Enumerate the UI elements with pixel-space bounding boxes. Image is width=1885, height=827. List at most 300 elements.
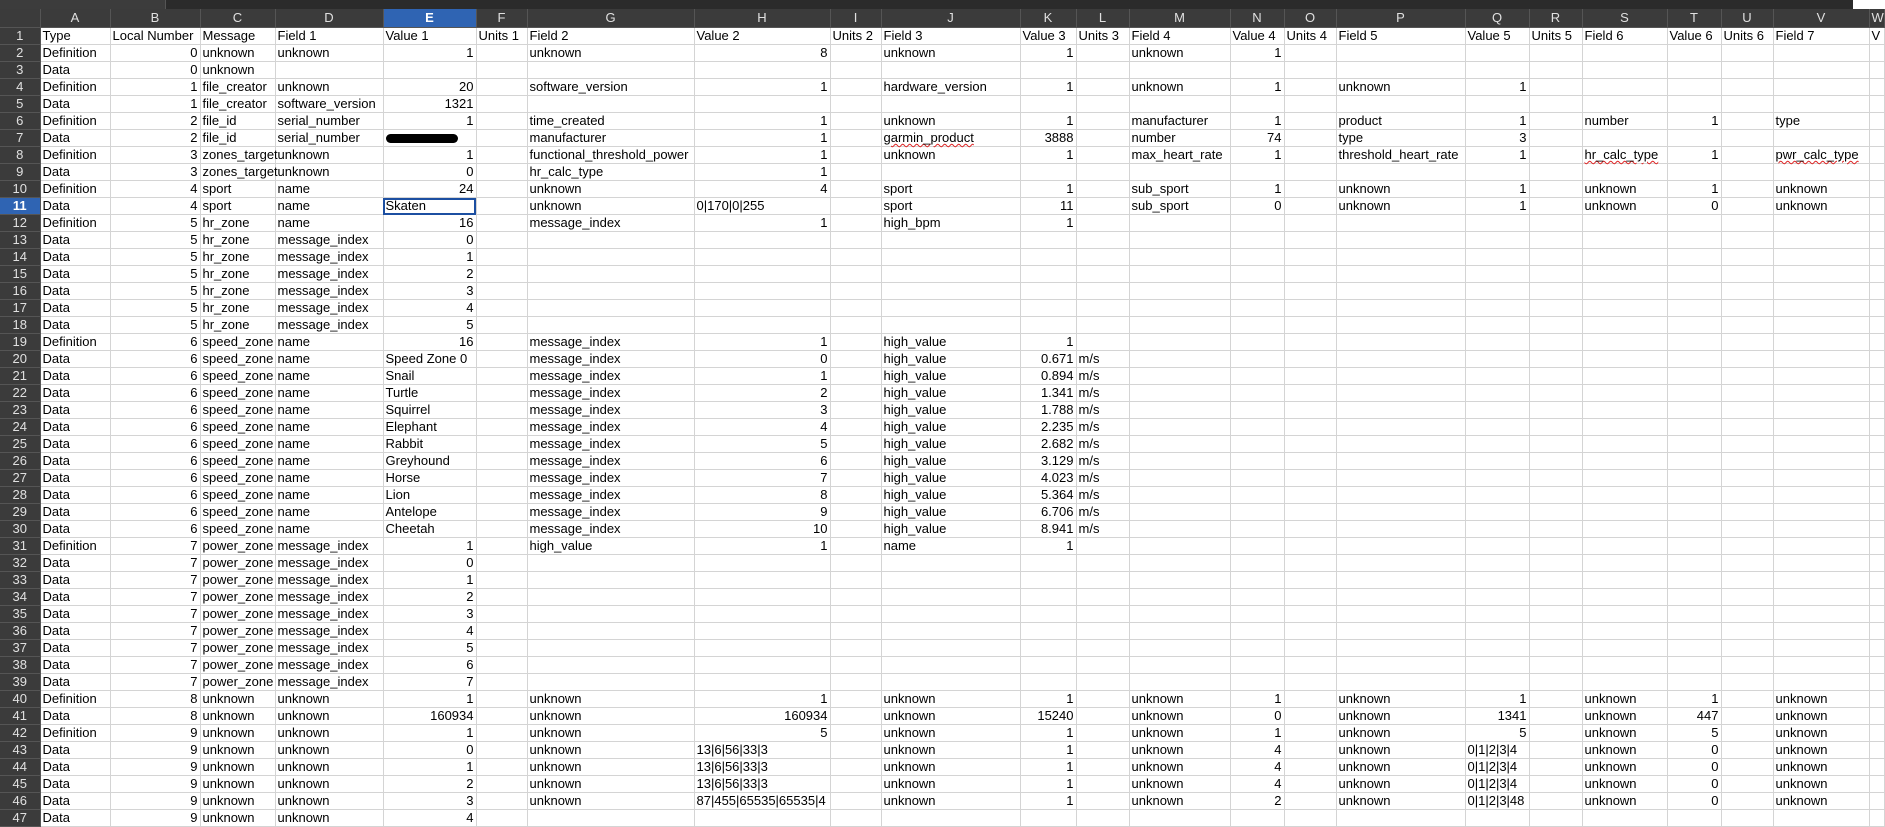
- column-header-h[interactable]: H: [694, 9, 830, 28]
- cell-f37[interactable]: [476, 640, 527, 657]
- cell-s7[interactable]: [1582, 130, 1667, 147]
- cell-n28[interactable]: [1230, 487, 1284, 504]
- cell-h18[interactable]: [694, 317, 830, 334]
- cell-b47[interactable]: 9: [110, 810, 200, 827]
- cell-t36[interactable]: [1667, 623, 1721, 640]
- cell-g16[interactable]: [527, 283, 694, 300]
- cell-d35[interactable]: message_index: [275, 606, 383, 623]
- cell-f44[interactable]: [476, 759, 527, 776]
- cell-f18[interactable]: [476, 317, 527, 334]
- cell-s29[interactable]: [1582, 504, 1667, 521]
- cell-m42[interactable]: unknown: [1129, 725, 1230, 742]
- cell-t9[interactable]: [1667, 164, 1721, 181]
- cell-d36[interactable]: message_index: [275, 623, 383, 640]
- cell-n13[interactable]: [1230, 232, 1284, 249]
- cell-i28[interactable]: [830, 487, 881, 504]
- cell-c18[interactable]: hr_zone: [200, 317, 275, 334]
- cell-u31[interactable]: [1721, 538, 1773, 555]
- cell-f23[interactable]: [476, 402, 527, 419]
- cell-m20[interactable]: [1129, 351, 1230, 368]
- cell-d13[interactable]: message_index: [275, 232, 383, 249]
- cell-q29[interactable]: [1465, 504, 1529, 521]
- row-header[interactable]: 29: [0, 504, 40, 521]
- cell-l36[interactable]: [1076, 623, 1129, 640]
- cell-d34[interactable]: message_index: [275, 589, 383, 606]
- cell-g34[interactable]: [527, 589, 694, 606]
- cell-h43[interactable]: 13|6|56|33|3: [694, 742, 830, 759]
- cell-e7[interactable]: [383, 130, 476, 147]
- cell-g30[interactable]: message_index: [527, 521, 694, 538]
- cell-g32[interactable]: [527, 555, 694, 572]
- cell-f27[interactable]: [476, 470, 527, 487]
- cell-k46[interactable]: 1: [1020, 793, 1076, 810]
- cell-j28[interactable]: high_value: [881, 487, 1020, 504]
- cell-r27[interactable]: [1529, 470, 1582, 487]
- cell-l9[interactable]: [1076, 164, 1129, 181]
- cell-c44[interactable]: unknown: [200, 759, 275, 776]
- cell-q40[interactable]: 1: [1465, 691, 1529, 708]
- cell-b17[interactable]: 5: [110, 300, 200, 317]
- cell-t38[interactable]: [1667, 657, 1721, 674]
- cell-b27[interactable]: 6: [110, 470, 200, 487]
- cell-p30[interactable]: [1336, 521, 1465, 538]
- cell-o29[interactable]: [1284, 504, 1336, 521]
- cell-c8[interactable]: zones_target: [200, 147, 275, 164]
- cell-p2[interactable]: [1336, 45, 1465, 62]
- cell-a14[interactable]: Data: [40, 249, 110, 266]
- cell-n3[interactable]: [1230, 62, 1284, 79]
- cell-k44[interactable]: 1: [1020, 759, 1076, 776]
- cell-w43[interactable]: [1869, 742, 1884, 759]
- cell-r28[interactable]: [1529, 487, 1582, 504]
- cell-c19[interactable]: speed_zone: [200, 334, 275, 351]
- cell-i45[interactable]: [830, 776, 881, 793]
- cell-j3[interactable]: [881, 62, 1020, 79]
- cell-r16[interactable]: [1529, 283, 1582, 300]
- cell-g40[interactable]: unknown: [527, 691, 694, 708]
- cell-w9[interactable]: [1869, 164, 1884, 181]
- cell-c23[interactable]: speed_zone: [200, 402, 275, 419]
- row-header[interactable]: 36: [0, 623, 40, 640]
- cell-t14[interactable]: [1667, 249, 1721, 266]
- cell-j19[interactable]: high_value: [881, 334, 1020, 351]
- cell-o12[interactable]: [1284, 215, 1336, 232]
- cell-u45[interactable]: [1721, 776, 1773, 793]
- cell-i41[interactable]: [830, 708, 881, 725]
- cell-q43[interactable]: 0|1|2|3|4: [1465, 742, 1529, 759]
- cell-i36[interactable]: [830, 623, 881, 640]
- cell-v4[interactable]: [1773, 79, 1869, 96]
- cell-j39[interactable]: [881, 674, 1020, 691]
- cell-q13[interactable]: [1465, 232, 1529, 249]
- cell-s3[interactable]: [1582, 62, 1667, 79]
- cell-l25[interactable]: m/s: [1076, 436, 1129, 453]
- cell-d12[interactable]: name: [275, 215, 383, 232]
- cell-f13[interactable]: [476, 232, 527, 249]
- cell-w21[interactable]: [1869, 368, 1884, 385]
- cell-o23[interactable]: [1284, 402, 1336, 419]
- cell-m27[interactable]: [1129, 470, 1230, 487]
- cell-r18[interactable]: [1529, 317, 1582, 334]
- cell-w3[interactable]: [1869, 62, 1884, 79]
- cell-e45[interactable]: 2: [383, 776, 476, 793]
- cell-h34[interactable]: [694, 589, 830, 606]
- cell-c45[interactable]: unknown: [200, 776, 275, 793]
- cell-v47[interactable]: [1773, 810, 1869, 827]
- cell-o4[interactable]: [1284, 79, 1336, 96]
- row-header[interactable]: 44: [0, 759, 40, 776]
- cell-t3[interactable]: [1667, 62, 1721, 79]
- cell-j22[interactable]: high_value: [881, 385, 1020, 402]
- cell-g42[interactable]: unknown: [527, 725, 694, 742]
- cell-h11[interactable]: 0|170|0|255: [694, 198, 830, 215]
- cell-m36[interactable]: [1129, 623, 1230, 640]
- cell-q22[interactable]: [1465, 385, 1529, 402]
- cell-m33[interactable]: [1129, 572, 1230, 589]
- cell-t46[interactable]: 0: [1667, 793, 1721, 810]
- cell-t12[interactable]: [1667, 215, 1721, 232]
- cell-g5[interactable]: [527, 96, 694, 113]
- cell-s36[interactable]: [1582, 623, 1667, 640]
- cell-d7[interactable]: serial_number: [275, 130, 383, 147]
- cell-q18[interactable]: [1465, 317, 1529, 334]
- cell-v40[interactable]: unknown: [1773, 691, 1869, 708]
- cell-q26[interactable]: [1465, 453, 1529, 470]
- cell-e22[interactable]: Turtle: [383, 385, 476, 402]
- cell-c41[interactable]: unknown: [200, 708, 275, 725]
- cell-q25[interactable]: [1465, 436, 1529, 453]
- cell-b2[interactable]: 0: [110, 45, 200, 62]
- cell-i40[interactable]: [830, 691, 881, 708]
- cell-v11[interactable]: unknown: [1773, 198, 1869, 215]
- cell-h17[interactable]: [694, 300, 830, 317]
- spreadsheet-grid[interactable]: [0, 9, 1885, 827]
- cell-o38[interactable]: [1284, 657, 1336, 674]
- cell-q33[interactable]: [1465, 572, 1529, 589]
- cell-i26[interactable]: [830, 453, 881, 470]
- cell-g39[interactable]: [527, 674, 694, 691]
- cell-f47[interactable]: [476, 810, 527, 827]
- cell-v21[interactable]: [1773, 368, 1869, 385]
- cell-h28[interactable]: 8: [694, 487, 830, 504]
- cell-j8[interactable]: unknown: [881, 147, 1020, 164]
- cell-l46[interactable]: [1076, 793, 1129, 810]
- cell-d11[interactable]: name: [275, 198, 383, 215]
- column-header-n[interactable]: N: [1230, 9, 1284, 28]
- cell-p21[interactable]: [1336, 368, 1465, 385]
- cell-j5[interactable]: [881, 96, 1020, 113]
- cell-b25[interactable]: 6: [110, 436, 200, 453]
- cell-r46[interactable]: [1529, 793, 1582, 810]
- cell-u27[interactable]: [1721, 470, 1773, 487]
- cell-s32[interactable]: [1582, 555, 1667, 572]
- cell-u38[interactable]: [1721, 657, 1773, 674]
- cell-v36[interactable]: [1773, 623, 1869, 640]
- cell-e43[interactable]: 0: [383, 742, 476, 759]
- cell-m46[interactable]: unknown: [1129, 793, 1230, 810]
- cell-d18[interactable]: message_index: [275, 317, 383, 334]
- cell-o32[interactable]: [1284, 555, 1336, 572]
- cell-e41[interactable]: 160934: [383, 708, 476, 725]
- cell-q39[interactable]: [1465, 674, 1529, 691]
- cell-q45[interactable]: 0|1|2|3|4: [1465, 776, 1529, 793]
- cell-p4[interactable]: unknown: [1336, 79, 1465, 96]
- cell-k35[interactable]: [1020, 606, 1076, 623]
- cell-u19[interactable]: [1721, 334, 1773, 351]
- row-header[interactable]: 4: [0, 79, 40, 96]
- cell-u7[interactable]: [1721, 130, 1773, 147]
- cell-s37[interactable]: [1582, 640, 1667, 657]
- cell-t39[interactable]: [1667, 674, 1721, 691]
- cell-k12[interactable]: 1: [1020, 215, 1076, 232]
- cell-j11[interactable]: sport: [881, 198, 1020, 215]
- cell-w33[interactable]: [1869, 572, 1884, 589]
- cell-l1[interactable]: Units 3: [1076, 28, 1129, 45]
- cell-v23[interactable]: [1773, 402, 1869, 419]
- cell-w39[interactable]: [1869, 674, 1884, 691]
- cell-v27[interactable]: [1773, 470, 1869, 487]
- cell-k15[interactable]: [1020, 266, 1076, 283]
- cell-m29[interactable]: [1129, 504, 1230, 521]
- cell-o34[interactable]: [1284, 589, 1336, 606]
- cell-d33[interactable]: message_index: [275, 572, 383, 589]
- cell-s44[interactable]: unknown: [1582, 759, 1667, 776]
- cell-w32[interactable]: [1869, 555, 1884, 572]
- cell-b40[interactable]: 8: [110, 691, 200, 708]
- cell-d46[interactable]: unknown: [275, 793, 383, 810]
- cell-p46[interactable]: unknown: [1336, 793, 1465, 810]
- cell-n8[interactable]: 1: [1230, 147, 1284, 164]
- cell-a24[interactable]: Data: [40, 419, 110, 436]
- cell-s25[interactable]: [1582, 436, 1667, 453]
- cell-w44[interactable]: [1869, 759, 1884, 776]
- cell-a28[interactable]: Data: [40, 487, 110, 504]
- cell-q6[interactable]: 1: [1465, 113, 1529, 130]
- cell-n11[interactable]: 0: [1230, 198, 1284, 215]
- cell-i1[interactable]: Units 2: [830, 28, 881, 45]
- cell-v30[interactable]: [1773, 521, 1869, 538]
- row-header[interactable]: 33: [0, 572, 40, 589]
- cell-j27[interactable]: high_value: [881, 470, 1020, 487]
- cell-q9[interactable]: [1465, 164, 1529, 181]
- cell-j6[interactable]: unknown: [881, 113, 1020, 130]
- row-header[interactable]: 27: [0, 470, 40, 487]
- cell-r33[interactable]: [1529, 572, 1582, 589]
- row-header[interactable]: 9: [0, 164, 40, 181]
- cell-c1[interactable]: Message: [200, 28, 275, 45]
- cell-j41[interactable]: unknown: [881, 708, 1020, 725]
- cell-q2[interactable]: [1465, 45, 1529, 62]
- cell-w37[interactable]: [1869, 640, 1884, 657]
- cell-n21[interactable]: [1230, 368, 1284, 385]
- cell-t5[interactable]: [1667, 96, 1721, 113]
- row-header[interactable]: 8: [0, 147, 40, 164]
- cell-j38[interactable]: [881, 657, 1020, 674]
- cell-n36[interactable]: [1230, 623, 1284, 640]
- cell-o41[interactable]: [1284, 708, 1336, 725]
- cell-j34[interactable]: [881, 589, 1020, 606]
- cell-q32[interactable]: [1465, 555, 1529, 572]
- row-header[interactable]: 23: [0, 402, 40, 419]
- cell-f15[interactable]: [476, 266, 527, 283]
- cell-q31[interactable]: [1465, 538, 1529, 555]
- cell-k47[interactable]: [1020, 810, 1076, 827]
- cell-m7[interactable]: number: [1129, 130, 1230, 147]
- cell-r22[interactable]: [1529, 385, 1582, 402]
- cell-r47[interactable]: [1529, 810, 1582, 827]
- cell-t23[interactable]: [1667, 402, 1721, 419]
- cell-h4[interactable]: 1: [694, 79, 830, 96]
- cell-r5[interactable]: [1529, 96, 1582, 113]
- cell-a4[interactable]: Definition: [40, 79, 110, 96]
- cell-n35[interactable]: [1230, 606, 1284, 623]
- cell-m21[interactable]: [1129, 368, 1230, 385]
- cell-p43[interactable]: unknown: [1336, 742, 1465, 759]
- cell-c29[interactable]: speed_zone: [200, 504, 275, 521]
- cell-d25[interactable]: name: [275, 436, 383, 453]
- cell-l3[interactable]: [1076, 62, 1129, 79]
- cell-p41[interactable]: unknown: [1336, 708, 1465, 725]
- cell-p33[interactable]: [1336, 572, 1465, 589]
- cell-n27[interactable]: [1230, 470, 1284, 487]
- cell-u41[interactable]: [1721, 708, 1773, 725]
- cell-t27[interactable]: [1667, 470, 1721, 487]
- cell-e1[interactable]: Value 1: [383, 28, 476, 45]
- cell-i39[interactable]: [830, 674, 881, 691]
- cell-g8[interactable]: functional_threshold_power: [527, 147, 694, 164]
- cell-u37[interactable]: [1721, 640, 1773, 657]
- cell-k25[interactable]: 2.682: [1020, 436, 1076, 453]
- cell-w41[interactable]: [1869, 708, 1884, 725]
- cell-a31[interactable]: Definition: [40, 538, 110, 555]
- cell-w15[interactable]: [1869, 266, 1884, 283]
- cell-f10[interactable]: [476, 181, 527, 198]
- cell-w14[interactable]: [1869, 249, 1884, 266]
- cell-s31[interactable]: [1582, 538, 1667, 555]
- cell-w1[interactable]: V: [1869, 28, 1884, 45]
- cell-w13[interactable]: [1869, 232, 1884, 249]
- cell-e8[interactable]: 1: [383, 147, 476, 164]
- cell-o27[interactable]: [1284, 470, 1336, 487]
- cell-k34[interactable]: [1020, 589, 1076, 606]
- column-header-d[interactable]: D: [275, 9, 383, 28]
- cell-b31[interactable]: 7: [110, 538, 200, 555]
- cell-t13[interactable]: [1667, 232, 1721, 249]
- cell-k2[interactable]: 1: [1020, 45, 1076, 62]
- cell-c42[interactable]: unknown: [200, 725, 275, 742]
- cell-g31[interactable]: high_value: [527, 538, 694, 555]
- cell-b15[interactable]: 5: [110, 266, 200, 283]
- cell-w5[interactable]: [1869, 96, 1884, 113]
- cell-s12[interactable]: [1582, 215, 1667, 232]
- cell-a19[interactable]: Definition: [40, 334, 110, 351]
- cell-c30[interactable]: speed_zone: [200, 521, 275, 538]
- cell-m26[interactable]: [1129, 453, 1230, 470]
- cell-k37[interactable]: [1020, 640, 1076, 657]
- cell-w40[interactable]: [1869, 691, 1884, 708]
- cell-d1[interactable]: Field 1: [275, 28, 383, 45]
- row-header[interactable]: 31: [0, 538, 40, 555]
- cell-v42[interactable]: unknown: [1773, 725, 1869, 742]
- cell-u36[interactable]: [1721, 623, 1773, 640]
- cell-u2[interactable]: [1721, 45, 1773, 62]
- cell-e17[interactable]: 4: [383, 300, 476, 317]
- cell-v39[interactable]: [1773, 674, 1869, 691]
- cell-e3[interactable]: [383, 62, 476, 79]
- cell-h9[interactable]: 1: [694, 164, 830, 181]
- column-header-f[interactable]: F: [476, 9, 527, 28]
- row-header[interactable]: 2: [0, 45, 40, 62]
- cell-q36[interactable]: [1465, 623, 1529, 640]
- cell-u14[interactable]: [1721, 249, 1773, 266]
- cell-p40[interactable]: unknown: [1336, 691, 1465, 708]
- cell-d39[interactable]: message_index: [275, 674, 383, 691]
- column-header-g[interactable]: G: [527, 9, 694, 28]
- cell-a5[interactable]: Data: [40, 96, 110, 113]
- cell-m15[interactable]: [1129, 266, 1230, 283]
- cell-g26[interactable]: message_index: [527, 453, 694, 470]
- cell-b32[interactable]: 7: [110, 555, 200, 572]
- cell-n44[interactable]: 4: [1230, 759, 1284, 776]
- cell-a29[interactable]: Data: [40, 504, 110, 521]
- cell-b44[interactable]: 9: [110, 759, 200, 776]
- cell-f28[interactable]: [476, 487, 527, 504]
- cell-r8[interactable]: [1529, 147, 1582, 164]
- cell-a36[interactable]: Data: [40, 623, 110, 640]
- cell-u40[interactable]: [1721, 691, 1773, 708]
- cell-o25[interactable]: [1284, 436, 1336, 453]
- cell-o19[interactable]: [1284, 334, 1336, 351]
- cell-b7[interactable]: 2: [110, 130, 200, 147]
- cell-r13[interactable]: [1529, 232, 1582, 249]
- cell-f4[interactable]: [476, 79, 527, 96]
- cell-u9[interactable]: [1721, 164, 1773, 181]
- cell-d32[interactable]: message_index: [275, 555, 383, 572]
- cell-i19[interactable]: [830, 334, 881, 351]
- document-tab[interactable]: [0, 0, 166, 9]
- cell-r25[interactable]: [1529, 436, 1582, 453]
- cell-u29[interactable]: [1721, 504, 1773, 521]
- cell-r44[interactable]: [1529, 759, 1582, 776]
- cell-a41[interactable]: Data: [40, 708, 110, 725]
- cell-e37[interactable]: 5: [383, 640, 476, 657]
- cell-c46[interactable]: unknown: [200, 793, 275, 810]
- cell-e27[interactable]: Horse: [383, 470, 476, 487]
- cell-h26[interactable]: 6: [694, 453, 830, 470]
- cell-q20[interactable]: [1465, 351, 1529, 368]
- cell-e16[interactable]: 3: [383, 283, 476, 300]
- cell-w23[interactable]: [1869, 402, 1884, 419]
- cell-e20[interactable]: Speed Zone 0: [383, 351, 476, 368]
- cell-g11[interactable]: unknown: [527, 198, 694, 215]
- cell-h47[interactable]: [694, 810, 830, 827]
- cell-i5[interactable]: [830, 96, 881, 113]
- cell-d15[interactable]: message_index: [275, 266, 383, 283]
- cell-a27[interactable]: Data: [40, 470, 110, 487]
- cell-m25[interactable]: [1129, 436, 1230, 453]
- cell-a35[interactable]: Data: [40, 606, 110, 623]
- cell-c40[interactable]: unknown: [200, 691, 275, 708]
- cell-a25[interactable]: Data: [40, 436, 110, 453]
- cell-k20[interactable]: 0.671: [1020, 351, 1076, 368]
- cell-b34[interactable]: 7: [110, 589, 200, 606]
- cell-k10[interactable]: 1: [1020, 181, 1076, 198]
- cell-v16[interactable]: [1773, 283, 1869, 300]
- cell-f11[interactable]: [476, 198, 527, 215]
- cell-d28[interactable]: name: [275, 487, 383, 504]
- cell-d21[interactable]: name: [275, 368, 383, 385]
- cell-f41[interactable]: [476, 708, 527, 725]
